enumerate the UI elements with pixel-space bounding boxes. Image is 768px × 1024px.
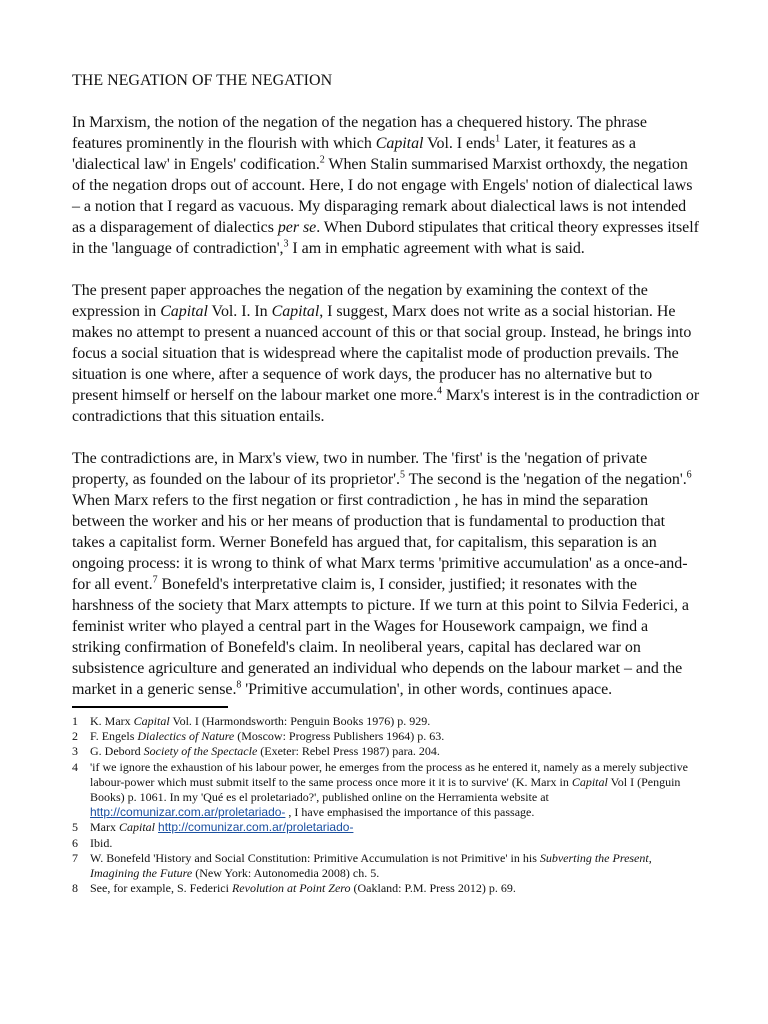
footnote-text	[90, 714, 700, 729]
footnote-number: 3	[72, 744, 78, 759]
text: G. Debord	[90, 744, 144, 759]
text: Marx	[90, 820, 119, 835]
footnote-number: 2	[72, 729, 78, 744]
footnote-ref[interactable]: 3	[283, 238, 289, 250]
footnote-4	[72, 760, 700, 821]
text: The contradictions are, in Marx's view, two in number. The 'first' is the 'negation of private property, as founded on the labour of its proprietor'.	[72, 450, 648, 488]
text: (Oakland: P.M. Press 2012) p. 69.	[350, 881, 516, 896]
text: When Marx refers to the first negation or first contradiction , he has in mind the separation between the worker and his or her means of production that is fundamental to production that takes a capitalist form. Werner Bonefeld has argued that, for capitalism, this separation is an ongoing process: it is wrong to think of what Marx terms 'primitive accumulation' as a once-and-for all event.	[72, 492, 688, 593]
paragraph-2	[72, 280, 700, 427]
footnote-ref[interactable]: 2	[319, 154, 325, 166]
footnote-text: Ibid.	[90, 835, 113, 850]
footnotes	[72, 714, 700, 896]
text: Later, it features as a 'dialectical law' in Engels' codification.	[72, 135, 636, 173]
footnote-text	[90, 744, 700, 759]
text: 'Primitive accumulation', in other words, continues apace.	[241, 681, 613, 698]
text: 'if we ignore the exhaustion of his labour power, he emerges from the process as he entered it, namely as a merely subjective labour-power which must submit itself to the same process once more it it is to survive' (K. Marx in	[90, 759, 688, 789]
text: In Marxism, the notion of the negation of the negation has a chequered history. The phrase features prominently in the flourish with which	[72, 114, 647, 152]
document-page	[72, 70, 700, 896]
footnote-3	[72, 744, 700, 759]
text: (Moscow: Progress Publishers 1964) p. 63.	[234, 729, 445, 744]
footnote-number: 7	[72, 850, 78, 865]
footnote-ref[interactable]: 8	[236, 679, 242, 691]
text: , I have emphasised the importance of this passage.	[285, 805, 535, 820]
text: I am in emphatic agreement with what is said.	[288, 240, 585, 257]
footnote-7	[72, 851, 700, 881]
footnote-ref[interactable]: 4	[437, 385, 442, 397]
footnote-text	[90, 881, 700, 896]
footnote-text	[90, 820, 700, 835]
text: W. Bonefeld 'History and Social Constitution: Primitive Accumulation is not Primitive' in his	[90, 850, 540, 865]
footnote-number: 1	[72, 714, 78, 728]
italic-text: Capital	[375, 135, 424, 152]
footnote-5	[72, 820, 700, 835]
italic-text: Society of the Spectacle	[143, 744, 258, 759]
italic-text: Revolution at Point Zero	[231, 881, 351, 896]
text: (New York: Autonomedia 2008) ch. 5.	[192, 866, 380, 881]
footnote-6	[72, 836, 700, 851]
text: (Exeter: Rebel Press 1987) para. 204.	[257, 744, 440, 759]
footnote-number: 5	[72, 820, 78, 835]
paragraph-3	[72, 448, 700, 700]
footnote-ref[interactable]: 6	[686, 469, 692, 481]
text: Vol. I ends	[423, 135, 496, 152]
text: K. Marx	[90, 714, 134, 728]
text: The second is the 'negation of the negation'.	[404, 471, 687, 488]
footnote-2	[72, 729, 700, 744]
text: F. Engels	[90, 729, 138, 744]
italic-text: Capital	[571, 774, 608, 789]
footnote-ref[interactable]: 7	[152, 574, 158, 586]
italic-text: Capital	[119, 820, 156, 835]
text: . When Dubord stipulates that critical theory expresses itself in the 'language of contradiction',	[72, 219, 699, 257]
footnote-8	[72, 881, 700, 896]
italic-text: Capital	[133, 714, 170, 728]
text: , I suggest, Marx does not write as a social historian. He makes no attempt to present a nuanced account of this or that social group. Instead, he brings into focus a social situation that is widespread where the capitalist mode of production prevails. The situation is one where, after a sequence of work days, the producer has no alternative but to present himself or herself on the labour market one more.	[72, 303, 692, 404]
text: The present paper approaches the negation of the negation by examining the context of the expression in	[72, 282, 648, 320]
footnote-number: 4	[72, 759, 78, 774]
footnote-separator	[72, 706, 228, 708]
herramienta-link[interactable]: http://comunizar.com.ar/proletariado-	[90, 805, 286, 820]
text: Vol I (Penguin Books) p. 1061. In my 'Qué es el proletariado?', published online on the Herramienta website at	[90, 774, 681, 805]
footnote-text	[90, 851, 700, 881]
footnote-ref[interactable]: 5	[399, 469, 405, 481]
text: See, for example, S. Federici	[90, 881, 232, 896]
text: Bonefeld's interpretative claim is, I consider, justified; it resonates with the harshness of the society that Marx attempts to picture. If we turn at this point to Silvia Federici, a feminist writer who played a central part in the Wages for Housework campaign, we find a striking confirmation of Bonefeld's claim. In neoliberal years, capital has declared war on subsistence agriculture and generated an individual who depends on the labour market – and the market in a generic sense.	[72, 576, 689, 698]
italic-text: Capital	[160, 303, 208, 320]
italic-text: Capital	[271, 303, 320, 320]
italic-text: per se	[277, 219, 317, 236]
text: Vol. I. In	[207, 303, 272, 320]
italic-text: Dialectics of Nature	[137, 729, 235, 744]
footnote-ref[interactable]: 1	[495, 133, 501, 145]
text: When Stalin summarised Marxist orthoxdy, the negation of the negation drops out of account. Here, I do not engage with Engels' notion of dialectical laws – a notion that I regard as vacuous. My disparaging remark about dialectical laws is not intended as a disparagement of dialectics	[72, 156, 693, 236]
footnote-text	[90, 760, 700, 821]
text: Marx's interest is in the contradiction or contradictions that this situation entails.	[72, 387, 700, 425]
text: Vol. I (Harmondsworth: Penguin Books 1976) p. 929.	[169, 714, 431, 728]
footnote-1	[72, 714, 700, 729]
document-title: THE NEGATION OF THE NEGATION	[72, 72, 333, 89]
footnote-text	[90, 729, 700, 744]
footnote-number: 6	[72, 835, 78, 850]
paragraph-1	[72, 112, 700, 259]
italic-text: Subverting the Present, Imagining the Future	[90, 850, 652, 881]
comunizar-link[interactable]: http://comunizar.com.ar/proletariado-	[158, 820, 354, 835]
footnote-number: 8	[72, 881, 78, 896]
